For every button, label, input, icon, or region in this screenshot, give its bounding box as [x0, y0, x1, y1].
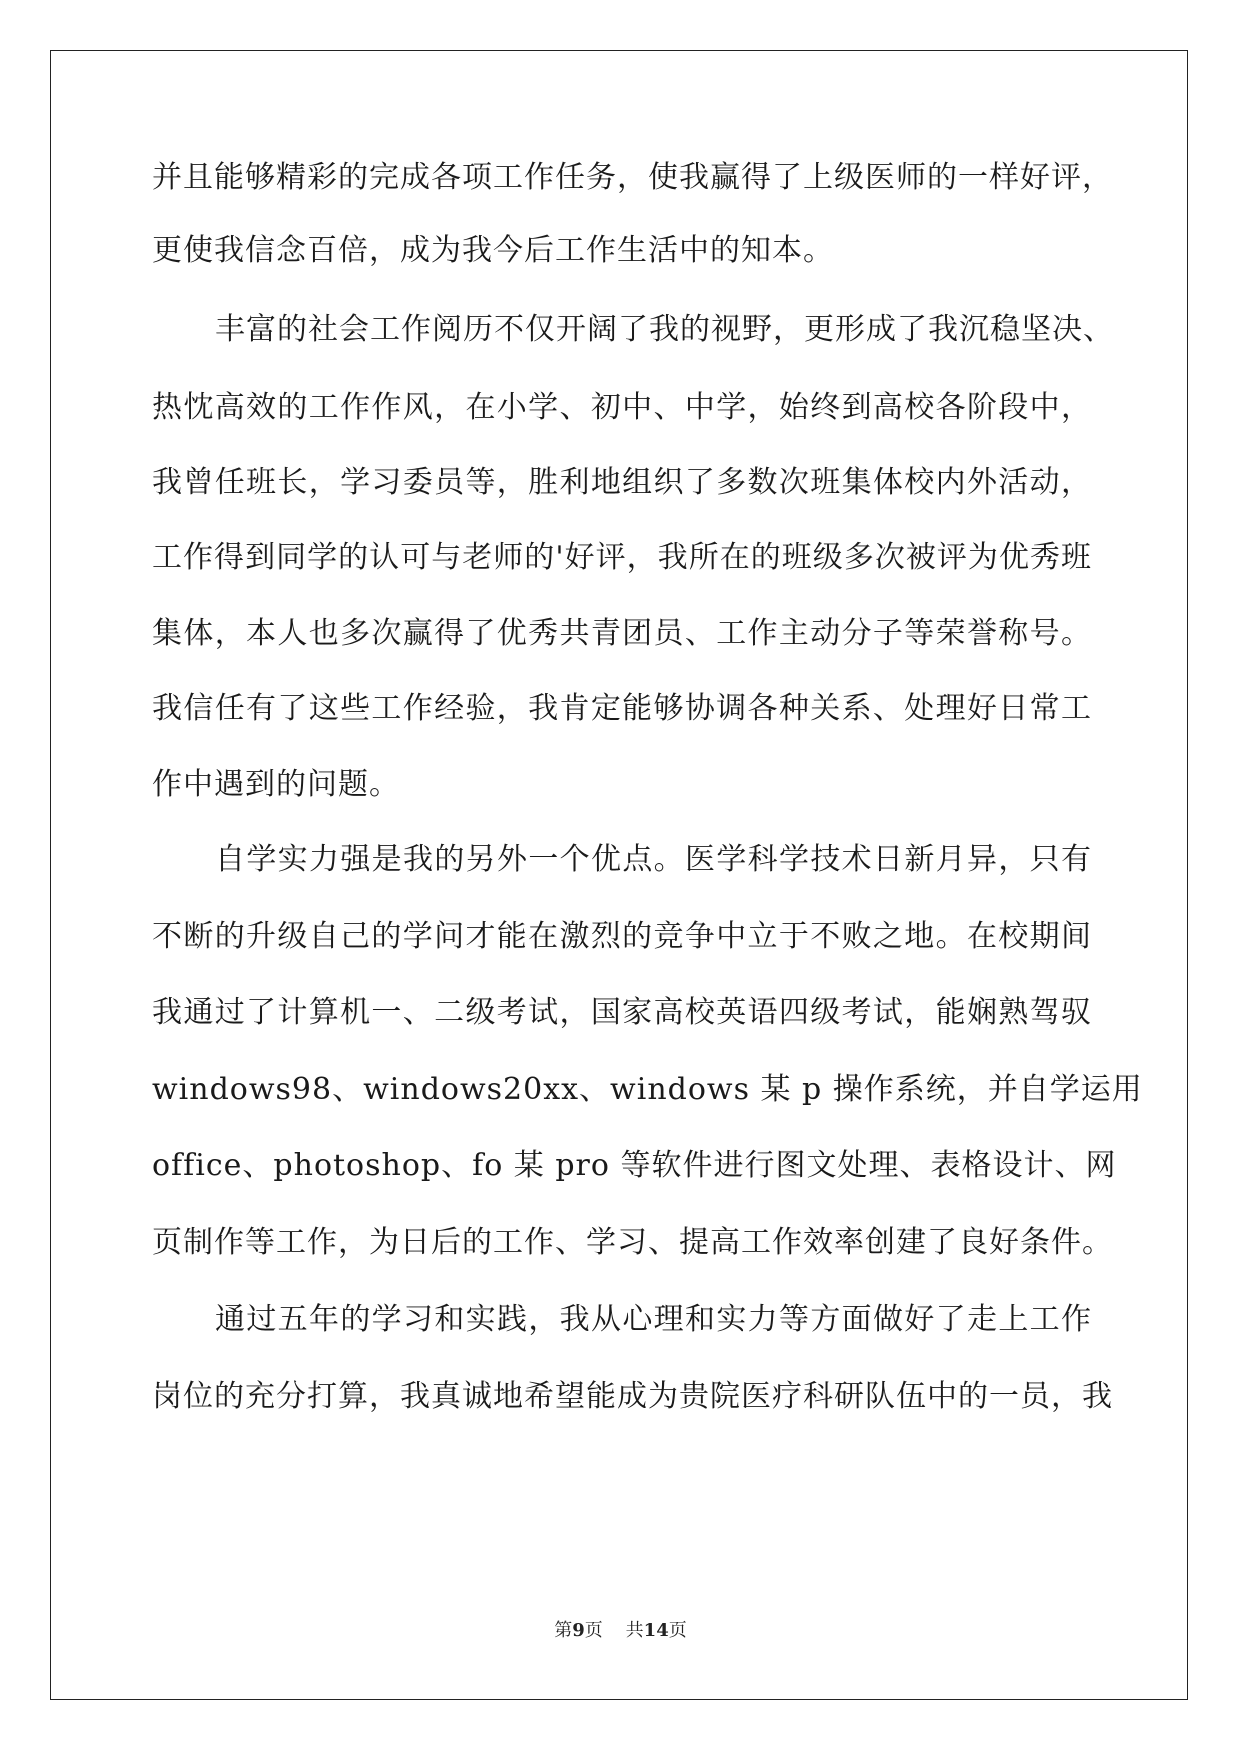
- text-line-16: 通过五年的学习和实践，我从心理和实力等方面做好了走上工作: [215, 1302, 1092, 1337]
- text-line-9: 作中遇到的问题。: [152, 767, 400, 802]
- total-pages: 14: [643, 1620, 669, 1641]
- total-label-prefix: 共: [625, 1620, 644, 1641]
- total-label-suffix: 页: [668, 1620, 687, 1641]
- text-line-7: 集体，本人也多次赢得了优秀共青团员、工作主动分子等荣誉称号。: [152, 616, 1092, 651]
- text-line-15: 页制作等工作，为日后的工作、学习、提高工作效率创建了良好条件。: [152, 1225, 1113, 1260]
- text-line-1: 并且能够精彩的完成各项工作任务，使我赢得了上级医师的一样好评，: [152, 160, 1113, 195]
- page-footer: [0, 1616, 1241, 1642]
- text-line-5: 我曾任班长，学习委员等，胜利地组织了多数次班集体校内外活动，: [152, 465, 1092, 500]
- page-number: 9: [572, 1620, 585, 1641]
- text-line-6: 工作得到同学的认可与老师的'好评，我所在的班级多次被评为优秀班: [152, 540, 1092, 575]
- text-line-17: 岗位的充分打算，我真诚地希望能成为贵院医疗科研队伍中的一员，我: [152, 1379, 1113, 1414]
- text-line-11: 不断的升级自己的学问才能在激烈的竞争中立于不败之地。在校期间: [152, 919, 1092, 954]
- text-line-10: 自学实力强是我的另外一个优点。医学科学技术日新月异，只有: [215, 842, 1092, 877]
- text-line-14: office、photoshop、fo 某 pro 等软件进行图文处理、表格设计、网: [152, 1148, 1117, 1183]
- text-line-2: 更使我信念百倍，成为我今后工作生活中的知本。: [152, 233, 834, 268]
- text-line-8: 我信任有了这些工作经验，我肯定能够协调各种关系、处理好日常工: [152, 691, 1092, 726]
- text-line-4: 热忱高效的工作作风，在小学、初中、中学，始终到高校各阶段中，: [152, 390, 1092, 425]
- text-line-13: windows98、windows20xx、windows 某 p 操作系统，并自学运用: [152, 1072, 1143, 1107]
- text-line-3: 丰富的社会工作阅历不仅开阔了我的视野，更形成了我沉稳坚决、: [215, 312, 1114, 347]
- text-line-12: 我通过了计算机一、二级考试，国家高校英语四级考试，能娴熟驾驭: [152, 995, 1092, 1030]
- page-label-prefix: 第: [554, 1620, 573, 1641]
- page-label-suffix: 页: [584, 1620, 603, 1641]
